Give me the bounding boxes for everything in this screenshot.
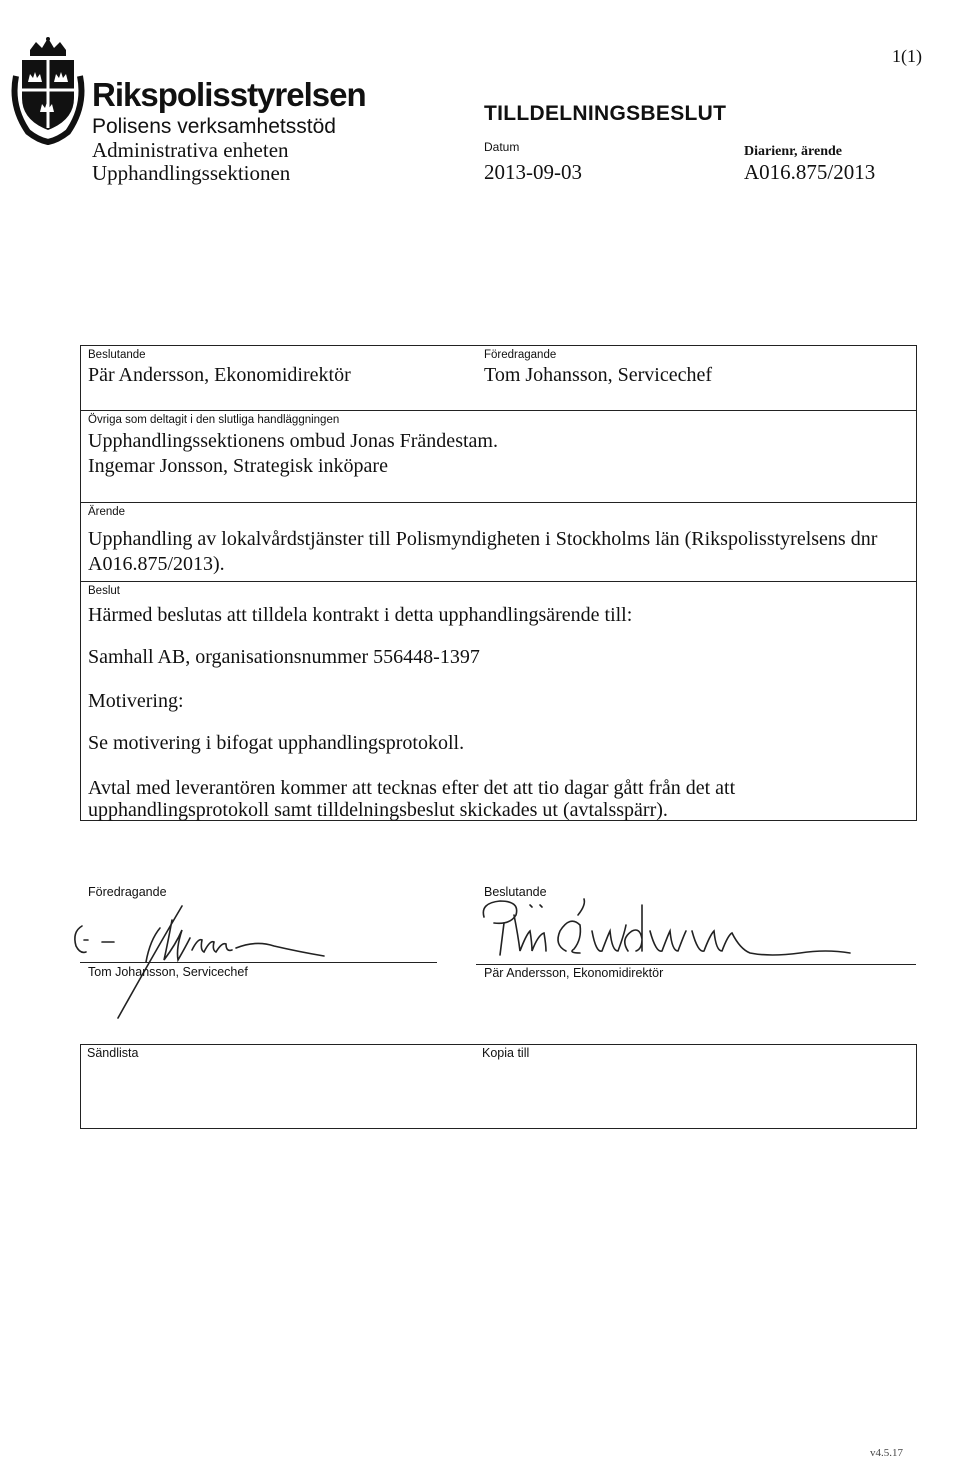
- beslutande-value: Pär Andersson, Ekonomidirektör: [88, 364, 351, 386]
- motivation-label: Motivering:: [88, 690, 184, 712]
- document-type: TILLDELNINGSBESLUT: [484, 102, 727, 125]
- organization-name: Rikspolisstyrelsen: [92, 76, 366, 113]
- case-number-label: Diarienr, ärende: [744, 144, 842, 159]
- signature-right-name: Pär Andersson, Ekonomidirektör: [484, 966, 664, 980]
- divider-line: [80, 502, 917, 503]
- police-crest-logo: [8, 36, 88, 148]
- organization-section: Upphandlingssektionen: [92, 161, 291, 185]
- page-number: 1(1): [892, 46, 922, 66]
- matter-text: Upphandling av lokalvårdstjänster till Polismyndigheten i Stockholms län (Rikspolisstyrelsens dnr A016.875/2013).: [88, 528, 878, 575]
- participant-line: Ingemar Jonsson, Strategisk inköpare: [88, 455, 388, 477]
- handwritten-signature-right: [470, 895, 870, 970]
- foredragande-value: Tom Johansson, Servicechef: [484, 364, 712, 386]
- organization-unit: Administrativa enheten: [92, 138, 289, 162]
- date-value: 2013-09-03: [484, 160, 582, 184]
- decision-statement: Härmed beslutas att tilldela kontrakt i detta upphandlingsärende till:: [88, 604, 633, 626]
- distribution-list-label: Sändlista: [87, 1046, 139, 1060]
- copy-to-label: Kopia till: [482, 1046, 530, 1060]
- decision-label: Beslut: [88, 585, 120, 597]
- signature-line-left: [80, 962, 437, 963]
- participants-label: Övriga som deltagit i den slutliga handläggningen: [88, 414, 340, 426]
- divider-line: [80, 410, 917, 411]
- matter-label: Ärende: [88, 506, 126, 518]
- version-footer: v4.5.17: [870, 1447, 903, 1459]
- beslutande-label: Beslutande: [88, 349, 146, 361]
- case-number-value: A016.875/2013: [744, 160, 876, 184]
- signature-left-name: Tom Johansson, Servicechef: [88, 965, 248, 979]
- organization-subtitle: Polisens verksamhetsstöd: [92, 115, 336, 138]
- date-label: Datum: [484, 140, 520, 154]
- motivation-text: Se motivering i bifogat upphandlingsprotokoll.: [88, 732, 465, 754]
- handwritten-signature-left: [60, 890, 360, 1025]
- signature-right-label: Beslutande: [484, 885, 547, 899]
- participant-line: Upphandlingssektionens ombud Jonas Frändestam.: [88, 430, 498, 452]
- awarded-supplier: Samhall AB, organisationsnummer 556448-1397: [88, 646, 480, 668]
- foredragande-label: Föredragande: [484, 349, 557, 361]
- signature-line-right: [476, 964, 916, 965]
- signature-left-label: Föredragande: [88, 885, 167, 899]
- contract-note: Avtal med leverantören kommer att tecknas efter det att tio dagar gått från det att upphandlingsprotokoll samt tilldelningsbeslut skickades ut (avtalsspärr).: [88, 777, 736, 821]
- divider-line: [80, 581, 917, 582]
